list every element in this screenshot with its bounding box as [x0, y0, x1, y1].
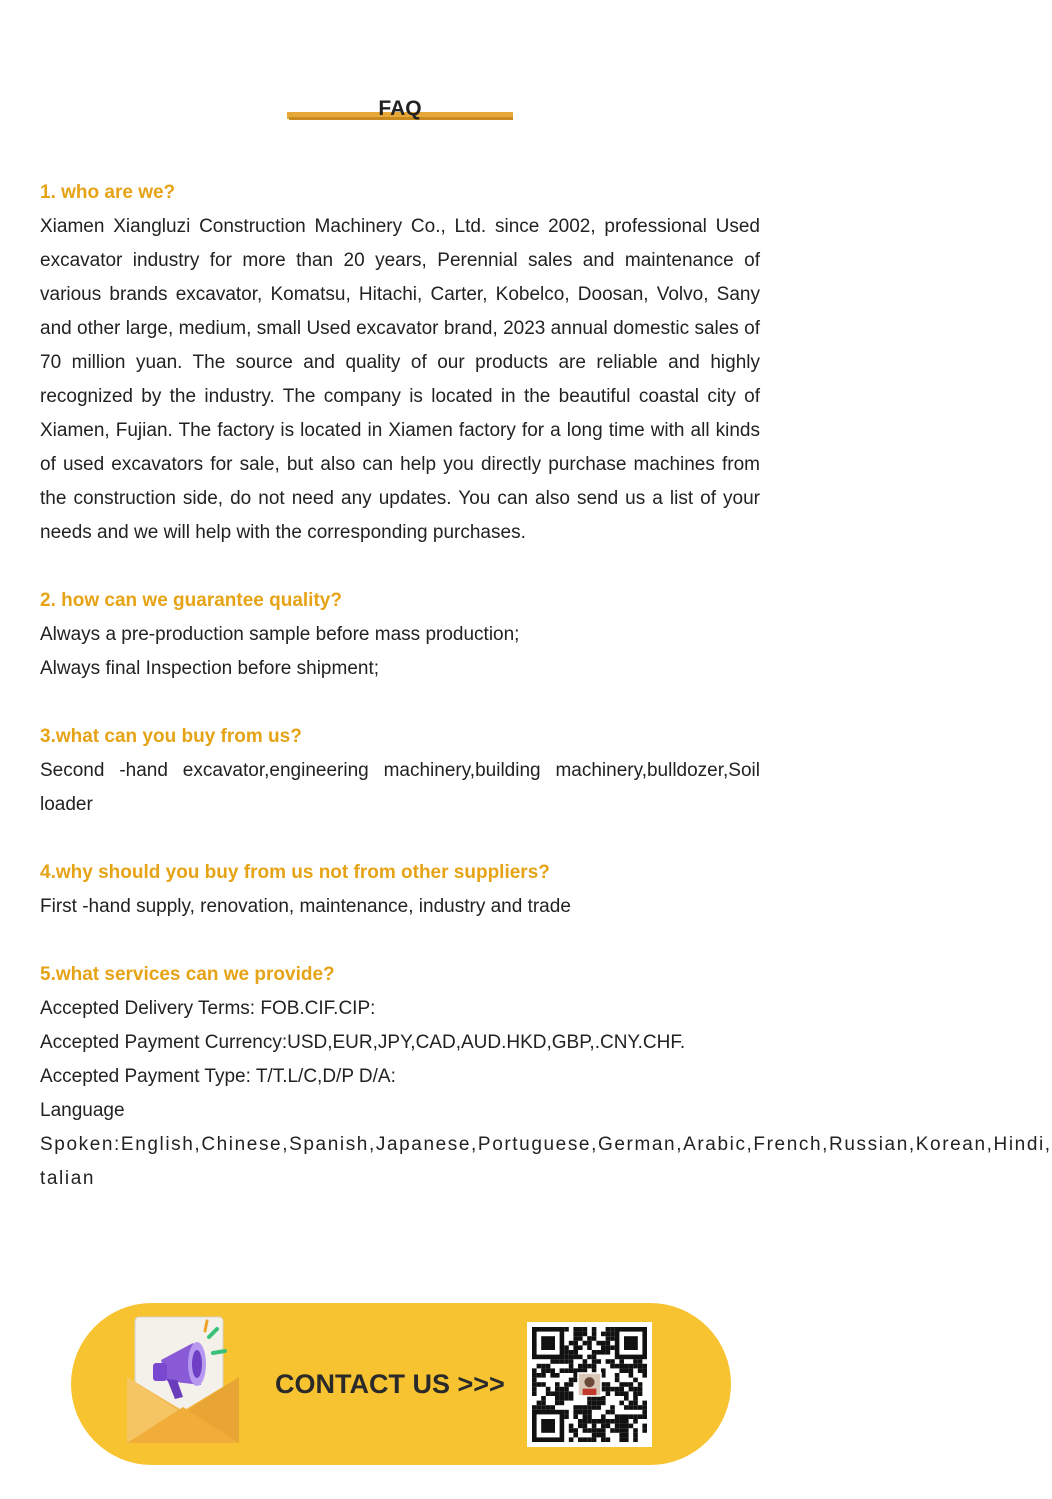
faq-question-5: 5.what services can we provide? — [40, 964, 335, 985]
faq-answer-1: Xiamen Xiangluzi Construction Machinery Co., Ltd. since 2002, professional Used excavator industry for more than 20 years, Perennial sales and maintenance of various brands excavator, Komatsu, Hitachi, Carter, Kobelco, Doosan, Volvo, Sany and other large, medium, small Used excavator brand, 2023 annual domestic sales of 70 million yuan. The source and quality of our products are reliable and highly recognized by the industry. The company is located in the beautiful coastal city of Xiamen, Fujian. The factory is located in Xiamen factory for a long time with all kinds of used excavators for sale, but also can help you directly purchase machines from the construction side, do not need any updates. You can also send us a list of your needs and we will help with the corresponding purchases. — [40, 216, 760, 543]
faq-answer-5-language-label: Language — [40, 1100, 125, 1121]
faq-answer-2-line-1: Always a pre-production sample before mass production; — [40, 624, 520, 645]
faq-answer-5-currency: Accepted Payment Currency:USD,EUR,JPY,CAD,AUD.HKD,GBP,.CNY.CHF. — [40, 1032, 686, 1053]
faq-list — [40, 176, 1052, 1196]
faq-header — [287, 95, 513, 125]
megaphone-envelope-icon — [123, 1315, 243, 1450]
faq-question-2: 2. how can we guarantee quality? — [40, 590, 342, 611]
faq-answer-4: First -hand supply, renovation, maintenance, industry and trade — [40, 896, 571, 917]
qr-code-icon — [527, 1322, 652, 1447]
faq-answer-5-delivery: Accepted Delivery Terms: FOB.CIF.CIP: — [40, 998, 376, 1019]
faq-question-1: 1. who are we? — [40, 182, 176, 203]
faq-question-3: 3.what can you buy from us? — [40, 726, 302, 747]
faq-answer-2-line-2: Always final Inspection before shipment; — [40, 658, 380, 679]
faq-answer-3: Second -hand excavator,engineering machinery,building machinery,bulldozer,Soil loader — [40, 760, 760, 815]
contact-us-banner[interactable] — [71, 1303, 731, 1465]
faq-answer-5-payment: Accepted Payment Type: T/T.L/C,D/P D/A: — [40, 1066, 396, 1087]
contact-us-label[interactable]: CONTACT US >>> — [275, 1369, 505, 1399]
faq-question-4: 4.why should you buy from us not from other suppliers? — [40, 862, 550, 883]
page-title: FAQ — [378, 97, 422, 120]
faq-answer-5-languages: Spoken:English,Chinese,Spanish,Japanese,Portuguese,German,Arabic,French,Russian,Korean,Hindi, talian — [40, 1134, 1052, 1189]
